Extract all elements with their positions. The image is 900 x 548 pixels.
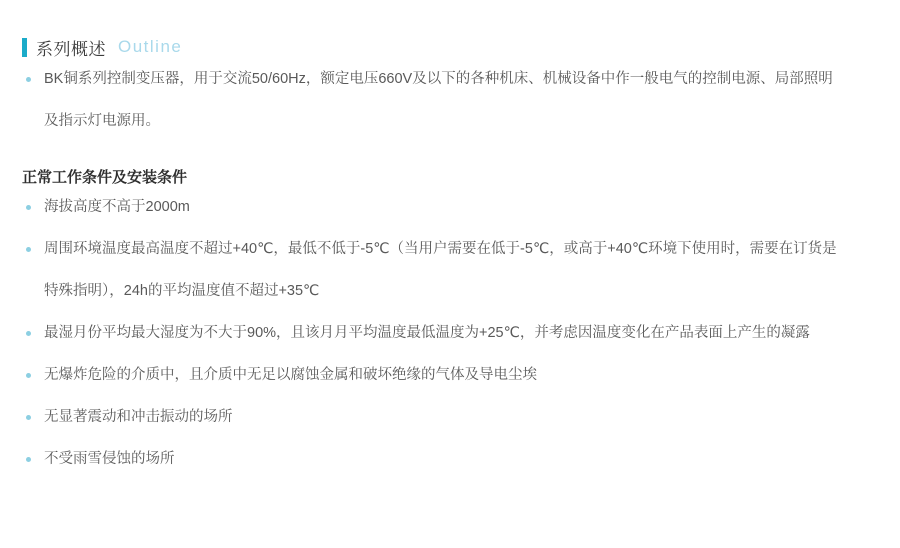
accent-bar-icon <box>22 38 27 57</box>
conditions-bullet-list <box>22 186 842 480</box>
list-item <box>22 58 842 142</box>
condition-text: 海拔高度不高于2000m <box>44 199 190 215</box>
section-title <box>22 36 842 58</box>
bullet-dot-icon <box>26 331 31 336</box>
list-item <box>22 312 842 354</box>
section-title-en: Outline <box>118 37 183 56</box>
list-item <box>22 186 842 228</box>
bullet-dot-icon <box>26 415 31 420</box>
conditions-heading: 正常工作条件及安装条件 <box>22 169 188 186</box>
intro-bullet-text: BK铜系列控制变压器，用于交流50/60Hz，额定电压660V及以下的各种机床、机械设备中作一般电气的控制电源、局部照明及指示灯电源用。 <box>44 71 833 129</box>
intro-bullet-list <box>22 58 842 142</box>
bullet-dot-icon <box>26 373 31 378</box>
condition-text: 最湿月份平均最大湿度为不大于90%，且该月月平均温度最低温度为+25℃，并考虑因温度变化在产品表面上产生的凝露 <box>44 325 810 341</box>
section-title-zh: 系列概述 <box>36 39 106 59</box>
condition-text: 无爆炸危险的介质中，且介质中无足以腐蚀金属和破坏绝缘的气体及导电尘埃 <box>44 367 537 383</box>
list-item <box>22 438 842 480</box>
bullet-dot-icon <box>26 77 31 82</box>
list-item <box>22 228 842 312</box>
bullet-dot-icon <box>26 205 31 210</box>
condition-text: 无显著震动和冲击振动的场所 <box>44 409 233 425</box>
condition-text: 周围环境温度最高温度不超过+40℃，最低不低于-5℃（当用户需要在低于-5℃，或高于+40℃环境下使用时，需要在订货是特殊指明），24h的平均温度值不超过+35℃ <box>44 241 837 299</box>
list-item <box>22 396 842 438</box>
bullet-dot-icon <box>26 457 31 462</box>
bullet-dot-icon <box>26 247 31 252</box>
condition-text: 不受雨雪侵蚀的场所 <box>44 451 175 467</box>
list-item <box>22 354 842 396</box>
